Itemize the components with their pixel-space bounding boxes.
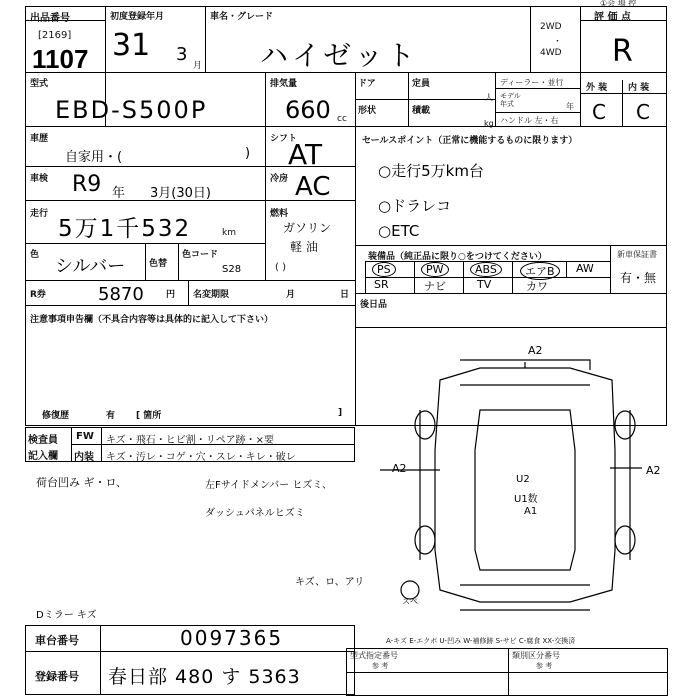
divider [355, 293, 667, 294]
divider [355, 327, 667, 328]
name-change-day: 日 [340, 290, 350, 300]
int-value: C [636, 100, 650, 124]
model-label: 型式 [30, 79, 49, 89]
sales-point-3: ○ETC [378, 222, 420, 240]
equip-aw: AW [576, 262, 594, 275]
mark-spare: スペ [402, 597, 418, 606]
equip-navi: ナビ [424, 280, 446, 293]
first-reg-month: 3 [176, 44, 188, 65]
divider [265, 72, 266, 126]
new-warranty-value: 有・無 [620, 271, 657, 285]
eval-label: 評 価 点 [594, 12, 631, 23]
divider [622, 80, 623, 126]
repair-label: 修復歴 [42, 411, 70, 421]
recycle-unit: 円 [166, 290, 176, 300]
aftermarket-label: 後日品 [360, 300, 388, 310]
mark-center-3: A1 [524, 506, 538, 517]
repair-place: [ 箇所 [136, 411, 162, 421]
inspection-year: 年 [112, 186, 126, 201]
remark-3: ダッシュパネルヒズミ [205, 508, 305, 519]
mileage-label: 走行 [30, 209, 49, 219]
notes-title: 注意事項申告欄（不具合内容等は具体的に記入して下さい） [30, 315, 274, 325]
divider [355, 99, 495, 100]
mileage-value: 5万1千532 [58, 216, 192, 242]
divider [495, 88, 580, 89]
model-year-sub: 年式 [500, 100, 514, 108]
eval-score: R [612, 34, 633, 69]
recycle-value: 5870 [98, 284, 144, 305]
drive-sep: ・ [553, 37, 563, 47]
cargo-label: 積載 [412, 106, 431, 116]
history-label: 車歴 [30, 134, 49, 144]
name-change-label: 名変期限 [193, 290, 230, 300]
equipment-label: 装備品（純正品に限り○をつけてください） [368, 252, 547, 262]
color-code-value: S28 [222, 264, 242, 275]
inspector-label-1: 検査員 [28, 435, 58, 446]
divider [205, 6, 206, 72]
divider [365, 261, 366, 293]
divider [566, 261, 567, 277]
divider [414, 261, 415, 293]
model-value: EBD-S500P [55, 96, 208, 124]
inspection-label: 車検 [30, 174, 49, 184]
mark-center-1: U2 [516, 474, 530, 485]
kg-unit: kg [484, 119, 494, 128]
divider [580, 6, 581, 126]
equip-ps: PS [372, 262, 396, 277]
divider [188, 280, 189, 305]
divider [265, 126, 266, 280]
chassis-value: 0097365 [180, 626, 284, 650]
lot-number: 1107 [32, 44, 89, 74]
sales-point-1: ○走行5万km台 [378, 162, 484, 180]
divider [25, 651, 355, 652]
type-cert-label: 型式指定番号 [350, 651, 398, 660]
seating-label: 定員 [412, 79, 431, 89]
fuel-label: 燃料 [270, 209, 289, 219]
ac-value: AC [295, 172, 331, 202]
equip-pw: PW [421, 262, 449, 277]
drive-2wd: 2WD [540, 22, 562, 32]
door-label: ドア [358, 79, 376, 89]
recycle-label: R券 [30, 290, 46, 300]
remark-4: キズ、ロ、アリ [295, 577, 365, 588]
divider [463, 261, 464, 293]
mirror-note: Dミラー キズ [36, 610, 97, 621]
color-change-label: 色替 [149, 259, 168, 269]
divider [25, 305, 355, 306]
divider [355, 126, 356, 426]
divider [610, 245, 611, 293]
car-name-label: 車名・グレード [210, 12, 274, 22]
divider [530, 6, 531, 72]
equip-leather: カワ [526, 280, 548, 293]
inspector-interior-text: キズ・汚レ・コゲ・穴・スレ・キレ・破レ [106, 452, 296, 463]
car-name: ハイゼット [260, 39, 419, 72]
mileage-unit: km [222, 228, 236, 238]
inspector-interior: 内装 [74, 452, 94, 463]
ref-2: 参 考 [536, 662, 553, 670]
color-code-label: 色コード [182, 250, 219, 260]
divider [495, 72, 496, 126]
lot-sub: [2169] [38, 30, 72, 41]
inspector-fw: FW [76, 431, 94, 442]
mark-right: A2 [646, 464, 661, 477]
first-reg-label: 初度登録年月 [110, 12, 165, 22]
ac-label: 冷房 [270, 174, 289, 184]
remark-2: 左Fサイドメンバー ヒズミ、 [205, 480, 333, 491]
displacement-unit: cc [337, 114, 347, 124]
lot-label: 出品番号 [30, 13, 70, 24]
fuel-options: ガソリン [283, 221, 332, 235]
displacement-label: 排気量 [270, 79, 298, 89]
history-value: 自家用・( [65, 150, 123, 165]
divider [178, 243, 179, 280]
displacement-value: 660 [285, 96, 331, 124]
int-label: 内 装 [628, 83, 650, 93]
divider [100, 625, 101, 695]
equip-tv: TV [477, 278, 492, 291]
new-warranty-label: 新車保証書 [617, 250, 657, 259]
car-diagram [380, 340, 680, 630]
inspector-fw-text: キズ・飛石・ヒビ割・リペア跡・×要 [106, 435, 274, 446]
inspection-month: 3月(30日) [150, 186, 211, 201]
divider [346, 672, 668, 673]
divider [145, 243, 146, 280]
chassis-label: 車台番号 [35, 634, 79, 647]
inspection-value: R9 [72, 172, 102, 197]
first-reg-year: 31 [112, 28, 151, 63]
color-label: 色 [30, 250, 40, 260]
year-unit: 年 [566, 102, 574, 111]
divider [25, 126, 667, 127]
person-unit: 人 [485, 93, 493, 102]
repair-value: 有 [106, 411, 116, 421]
history-close: ) [245, 146, 251, 161]
shape-label: 形状 [358, 106, 377, 116]
equip-abs: ABS [470, 262, 502, 277]
equip-airbag: エアB [520, 262, 560, 280]
equip-sr: SR [374, 278, 389, 291]
shift-value: AT [288, 138, 323, 171]
divider [512, 261, 513, 293]
name-change-month: 月 [286, 290, 296, 300]
ext-label: 外 装 [586, 83, 608, 93]
dealer-label: ディーラー・並行 [500, 78, 564, 87]
repair-end: ] [338, 408, 343, 418]
top-right-note: ①会 場 控 [600, 0, 637, 8]
mark-front: A2 [528, 344, 543, 357]
drive-4wd: 4WD [540, 48, 562, 58]
ref-1: 参 考 [372, 662, 389, 670]
remark-1: 荷台凹み ギ・ロ、 [36, 476, 128, 489]
color-value: シルバー [55, 256, 126, 277]
diagram-legend: A-キズ E-エクボ U-凹み W-補修跡 S-サビ C-腐食 XX-交換済 [386, 637, 576, 645]
divider [580, 93, 667, 94]
reg-label: 登録番号 [35, 670, 79, 683]
inspector-label-2: 記入欄 [28, 451, 58, 462]
reg-value: 春日部 480 す 5363 [108, 666, 301, 688]
divider [25, 280, 355, 281]
class-label: 類別区分番号 [512, 651, 560, 660]
mark-left: A2 [392, 462, 407, 475]
model-year-label: モデル [500, 92, 521, 100]
month-unit: 月 [193, 61, 203, 71]
mark-center-2: U1数 [514, 494, 538, 505]
fuel-paren: ( ) [275, 262, 286, 273]
divider [355, 245, 667, 246]
handle-label: ハンドル 左・右 [500, 116, 559, 125]
shift-label: シフト [270, 134, 298, 144]
sales-point-2: ○ドラレコ [378, 197, 452, 215]
divider [495, 112, 580, 113]
sales-label: セールスポイント（正常に機能するものに限ります） [362, 136, 578, 146]
ext-value: C [592, 100, 606, 124]
fuel-options-2: 軽 油 [290, 240, 318, 254]
